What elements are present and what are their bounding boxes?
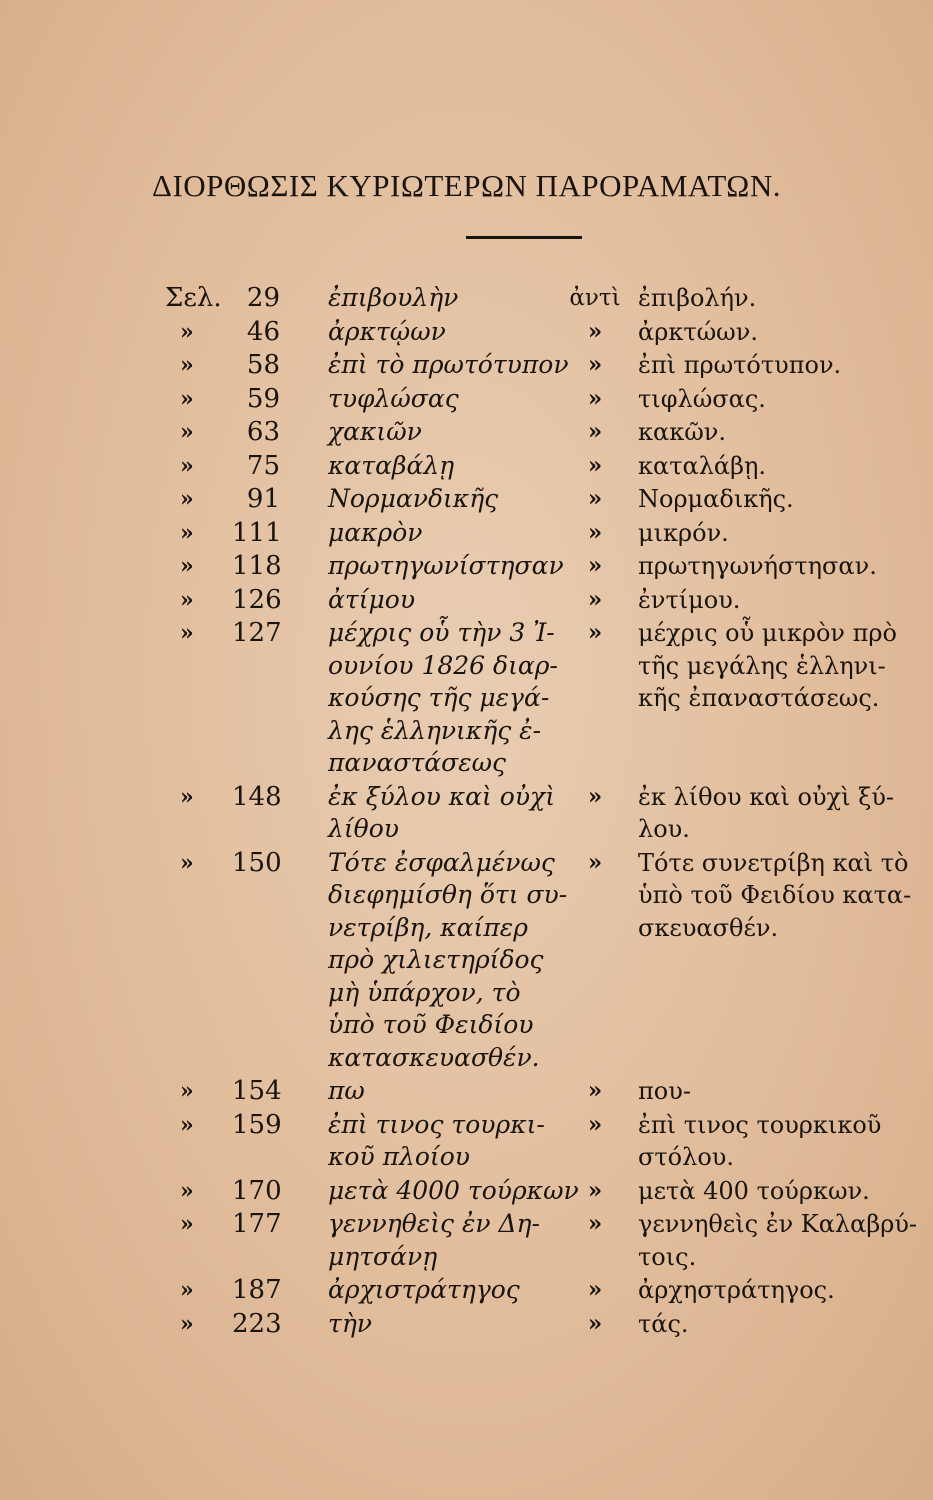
ditto-mark: » <box>180 385 194 412</box>
corrected-text <box>638 1075 691 1108</box>
erroneous-text <box>328 450 454 483</box>
erroneous-line: νετρίβη, καίπερ <box>328 912 528 942</box>
corrected-text <box>638 617 897 715</box>
ditto-mark: » <box>587 418 603 445</box>
corrected-text <box>638 450 766 483</box>
corrected-text <box>638 550 877 583</box>
corrected-line: ἀρκτώων. <box>638 317 758 346</box>
erroneous-text <box>328 1175 579 1208</box>
erroneous-line: ἐπὶ τινος τουρκι- <box>328 1109 545 1139</box>
corrected-line: ἐντίμου. <box>638 585 741 614</box>
erroneous-text <box>328 1109 545 1174</box>
sel-label: Σελ. <box>165 283 222 313</box>
page-number: 111 <box>232 517 282 548</box>
page-number: 118 <box>232 551 282 581</box>
corrected-line: που- <box>638 1077 691 1105</box>
corrected-text <box>638 282 756 315</box>
corrected-line: ἐπὶ πρωτότυπον. <box>638 351 842 379</box>
ditto-mark: » <box>587 585 603 613</box>
corrected-line: Νορμαδικῆς. <box>638 485 794 513</box>
corrected-line: μέχρις οὗ μικρὸν πρὸ <box>638 619 897 647</box>
corrected-text <box>638 1208 917 1273</box>
page-number: 59 <box>246 383 280 414</box>
ditto-mark: » <box>587 1077 603 1104</box>
corrected-line: λου. <box>638 815 690 843</box>
page-number: 127 <box>232 618 282 648</box>
ditto-mark: » <box>180 553 194 579</box>
corrected-line: τοις. <box>638 1242 697 1271</box>
corrected-line: γεννηθεὶς ἐν Καλαβρύ- <box>638 1210 918 1238</box>
erroneous-text <box>328 847 567 1075</box>
corrected-line: ἀρχηστράτηγος. <box>638 1276 835 1304</box>
page-number: 29 <box>246 283 280 313</box>
ditto-mark: » <box>587 384 603 412</box>
erroneous-line: μετὰ 4000 τούρκων <box>328 1175 579 1205</box>
ditto-mark: » <box>180 586 194 613</box>
erroneous-line: μέχρις οὗ τὴν 3 Ἰ- <box>328 618 555 647</box>
ditto-mark: » <box>180 419 194 445</box>
corrected-line: ἐπὶ τινος τουρκικοῦ <box>638 1110 882 1139</box>
ditto-mark: » <box>180 1078 194 1104</box>
ditto-mark: » <box>180 1310 194 1337</box>
erroneous-line: παναστάσεως <box>328 748 507 777</box>
corrected-text <box>638 416 726 449</box>
page-number: 75 <box>246 450 280 481</box>
erroneous-line: μακρὸν <box>328 517 423 547</box>
erroneous-line: μητσάνῃ <box>328 1241 438 1271</box>
ditto-mark: » <box>587 1210 603 1237</box>
erroneous-line: ἐπὶ τὸ πρωτότυπον <box>328 350 569 379</box>
corrected-line: σκευασθέν. <box>638 913 779 942</box>
page-number: 148 <box>232 781 282 812</box>
corrected-line: τάς. <box>638 1309 689 1338</box>
page-number: 63 <box>246 417 280 447</box>
erroneous-line: διεφημίσθη ὅτι συ- <box>328 880 568 909</box>
page-number: 223 <box>232 1308 282 1339</box>
erroneous-line: πρὸ χιλιετηρίδος <box>328 945 544 974</box>
corrected-line: τῆς μεγάλης ἑλληνι- <box>638 651 886 680</box>
ditto-mark: » <box>180 352 194 378</box>
erroneous-line: πω <box>328 1076 365 1105</box>
corrected-line: τιφλώσας. <box>638 384 766 413</box>
erroneous-text <box>328 1075 365 1108</box>
erroneous-line: ἀτίμου <box>328 584 416 614</box>
erroneous-line: ἐπιβουλὴν <box>328 283 459 312</box>
page-number: 187 <box>232 1275 282 1305</box>
ditto-mark: » <box>587 619 603 646</box>
erroneous-text <box>328 282 458 315</box>
corrected-line: Τότε συνετρίβη καὶ τὸ <box>638 848 909 877</box>
ditto-mark: » <box>587 1309 603 1337</box>
page-number: 46 <box>246 316 280 347</box>
ditto-mark: » <box>180 849 194 876</box>
erroneous-line: κοῦ πλοίου <box>328 1142 470 1171</box>
erroneous-text <box>328 1208 540 1273</box>
corrected-line: ἐπιβολήν. <box>638 284 757 312</box>
erroneous-text <box>328 584 415 617</box>
ditto-mark: » <box>587 552 603 579</box>
erroneous-line: Τότε ἐσφαλμένως <box>328 847 555 877</box>
erroneous-line: ἀρκτῴων <box>328 316 446 346</box>
erroneous-line: χακιῶν <box>328 417 422 446</box>
erroneous-line: λίθου <box>328 814 399 843</box>
ditto-mark: » <box>180 620 194 646</box>
corrected-line: κῆς ἐπαναστάσεως. <box>638 684 880 712</box>
corrected-text <box>638 1308 689 1341</box>
erroneous-text <box>328 517 422 550</box>
erroneous-text <box>328 1274 520 1307</box>
page-number: 159 <box>232 1109 282 1140</box>
page-number: 177 <box>232 1209 282 1239</box>
page-number: 58 <box>246 350 280 380</box>
erroneous-line: Νορμανδικῆς <box>328 484 499 513</box>
corrected-line: ὑπὸ τοῦ Φειδίου κατα- <box>638 881 912 909</box>
erroneous-text <box>328 349 569 382</box>
page-number: 91 <box>246 484 280 514</box>
corrected-line: μετὰ 400 τούρκων. <box>638 1176 870 1205</box>
ditto-mark: » <box>587 518 603 546</box>
erroneous-line: κούσης τῆς μεγά- <box>328 683 550 712</box>
ditto-mark: » <box>587 451 603 479</box>
erroneous-text <box>328 483 498 516</box>
anti-label: ἀντὶ <box>569 285 621 311</box>
erroneous-line: πρωτηγωνίστησαν <box>328 551 564 580</box>
ditto-mark: » <box>587 782 603 810</box>
corrected-text <box>638 1274 835 1307</box>
ditto-mark: » <box>180 1211 194 1237</box>
page-number: 170 <box>232 1175 282 1206</box>
erroneous-line: κατασκευασθέν. <box>328 1042 540 1072</box>
erroneous-text <box>328 416 422 449</box>
ditto-mark: » <box>180 1277 194 1303</box>
ditto-mark: » <box>180 452 194 479</box>
ditto-mark: » <box>587 1110 603 1138</box>
ditto-mark: » <box>180 318 194 345</box>
erroneous-text <box>328 1308 372 1341</box>
corrected-text <box>638 483 794 516</box>
ditto-mark: » <box>587 1276 603 1303</box>
corrected-text <box>638 584 740 617</box>
corrected-text <box>638 349 841 382</box>
corrected-line: πρωτηγωνήστησαν. <box>638 552 877 580</box>
ditto-mark: » <box>587 351 603 378</box>
erroneous-line: τυφλώσας <box>328 383 459 413</box>
erroneous-text <box>328 617 558 780</box>
corrected-text <box>638 781 894 846</box>
erroneous-text <box>328 550 564 583</box>
corrected-text <box>638 1175 870 1208</box>
erroneous-line: ὑπὸ τοῦ Φειδίου <box>328 1010 534 1039</box>
corrected-text <box>638 316 758 349</box>
ditto-mark: » <box>180 783 194 810</box>
erroneous-line: ἐκ ξύλου καὶ οὐχὶ <box>328 781 555 811</box>
corrected-line: καταλάβῃ. <box>638 451 766 480</box>
ditto-mark: » <box>587 1176 603 1204</box>
erroneous-line: ουνίου 1826 διαρ- <box>328 650 558 680</box>
erroneous-line: ἀρχιστράτηγος <box>328 1275 520 1304</box>
erroneous-text <box>328 383 459 416</box>
erroneous-line: γεννηθεὶς ἐν Δη- <box>328 1209 540 1238</box>
corrected-text <box>638 1109 881 1174</box>
corrected-line: ἐκ λίθου καὶ οὐχὶ ξύ- <box>638 782 895 811</box>
page-number: 154 <box>232 1076 282 1106</box>
corrected-line: κακῶν. <box>638 418 726 446</box>
page-number: 150 <box>232 847 282 878</box>
ditto-mark: » <box>180 1111 194 1138</box>
page-number: 126 <box>232 584 282 615</box>
corrected-text <box>638 847 911 945</box>
corrected-line: μικρόν. <box>638 518 729 547</box>
corrected-line: στόλου. <box>638 1143 734 1171</box>
ditto-mark: » <box>587 485 603 512</box>
ditto-mark: » <box>587 848 603 876</box>
ditto-mark: » <box>180 1177 194 1204</box>
erroneous-line: καταβάλῃ <box>328 450 455 480</box>
ditto-mark: » <box>587 317 603 345</box>
page-title: ΔΙΟΡΘΩΣΙΣ ΚΥΡΙΩΤΕΡΩΝ ΠΑΡΟΡΑΜΑΤΩΝ. <box>152 168 781 203</box>
corrected-text <box>638 517 729 550</box>
erroneous-line: μὴ ὑπάρχον, τὸ <box>328 977 521 1007</box>
corrected-text <box>638 383 766 416</box>
title-rule <box>466 236 582 239</box>
erroneous-line: τὴν <box>328 1308 373 1338</box>
erroneous-text <box>328 781 555 846</box>
ditto-mark: » <box>180 519 194 546</box>
erroneous-text <box>328 316 446 349</box>
erroneous-line: λης ἑλληνικῆς ἐ- <box>328 715 542 745</box>
ditto-mark: » <box>180 486 194 512</box>
